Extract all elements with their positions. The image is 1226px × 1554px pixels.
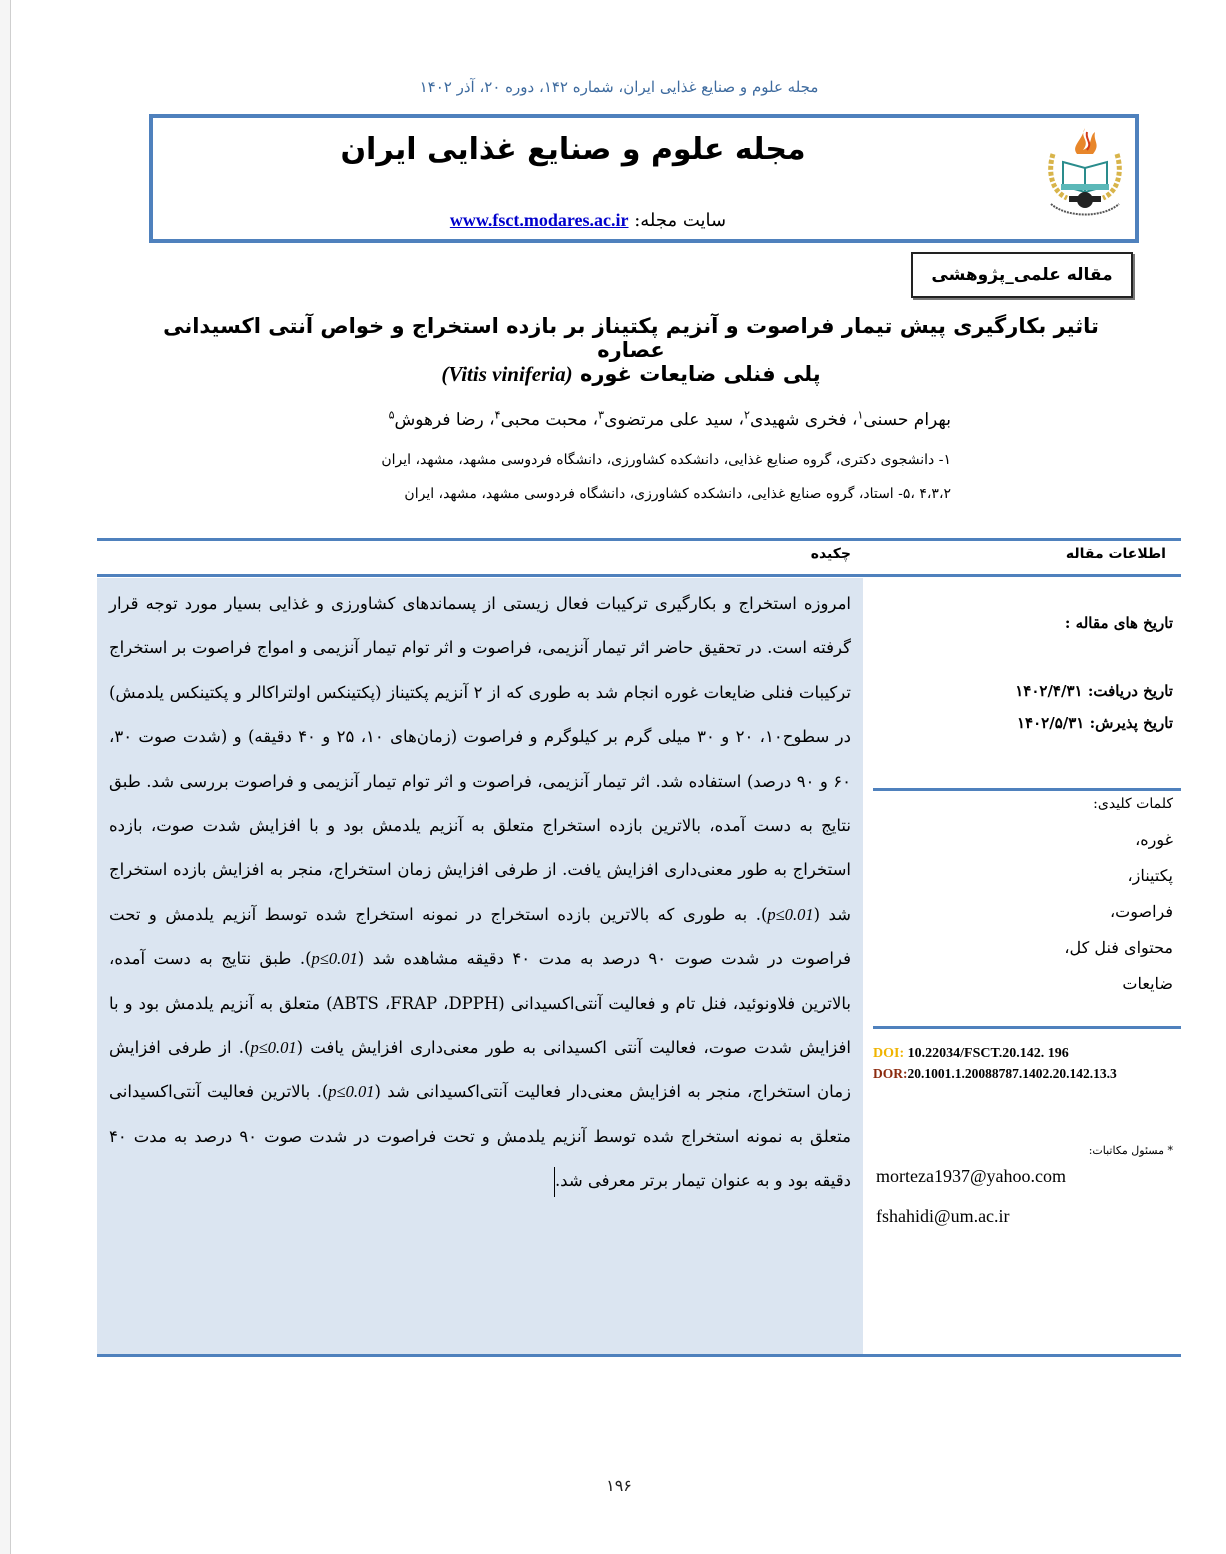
title-fa-part: پلی فنلی ضایعات غوره [579,362,821,386]
author: فخری شهیدی$^۲$ [744,408,847,430]
accepted-date: تاریخ پذیرش: ۱۴۰۲/۵/۳۱ [1016,714,1173,732]
journal-site-link[interactable]: www.fsct.modares.ac.ir [449,210,629,230]
running-head: مجله علوم و صنایع غذایی ایران، شماره ۱۴۲، دوره ۲۰، آذر ۱۴۰۲ [419,78,819,96]
article-title-line-1: تاثیر بکارگیری پیش تیمار فراصوت و آنزیم پکتیناز بر بازده استخراج و خواص آنتی اکسیدانی عصاره [163,314,1099,362]
affiliation-2: ۴،۳،۲ ،۵- استاد، گروه صنایع غذایی، دانشکده کشاورزی، دانشگاه فردوسی مشهد، مشهد، ایران [404,486,951,502]
keyword: پکتیناز، [1127,866,1173,885]
journal-masthead [149,114,1139,243]
section-divider [97,574,1181,577]
author: سید علی مرتضوی$^۳$ [598,408,734,430]
keyword: محتوای فنل کل، [1064,938,1173,957]
doi-value[interactable]: 10.22034/FSCT.20.142. 196 [904,1046,1069,1061]
author-list: بهرام حسنی$^۱$، فخری شهیدی$^۲$، سید علی مرتضوی$^۳$، محبت محبی$^۴$، رضا فرهوش$^۵$ [388,408,951,430]
author: بهرام حسنی$^۱$ [857,408,951,430]
received-date: تاریخ دریافت: ۱۴۰۲/۴/۳۱ [1015,682,1173,700]
keywords-label: کلمات کلیدی: [1093,796,1173,812]
keyword-list [873,822,1173,1002]
document-page [10,0,1226,1554]
article-info-heading: اطلاعات مقاله [1065,546,1166,562]
section-divider [97,538,1181,541]
abstract-box [97,578,863,1354]
info-divider [873,788,1181,791]
author: محبت محبی$^۴$ [494,408,588,430]
page-number: ۱۹۶ [606,1476,632,1495]
email-2[interactable]: fshahidi@um.ac.ir [876,1206,1010,1226]
affiliation-1: ۱- دانشجوی دکتری، گروه صنایع غذایی، دانشکده کشاورزی، دانشگاه فردوسی مشهد، مشهد، ایران [381,452,951,468]
section-divider [97,1354,1181,1357]
abstract-heading: چکیده [810,546,851,562]
keyword: فراصوت، [1110,902,1173,921]
dor-line: DOR:20.1001.1.20088787.1402.20.142.13.3 [873,1066,1117,1081]
corresponding-author-label: * مسئول مکاتبات: [1088,1144,1173,1157]
article-dates-label: تاریخ های مقاله : [1064,614,1173,632]
journal-title: مجله علوم و صنایع غذایی ایران [340,132,806,167]
site-label: سایت مجله: [634,210,727,231]
email-1[interactable]: morteza1937@yahoo.com [876,1166,1067,1186]
article-title-line-2 [151,362,1111,387]
title-latin-part: (Vitis viniferia) [441,362,573,386]
abstract-text: امروزه استخراج و بکارگیری ترکیبات فعال زیستی از پسماندهای کشاورزی و غذایی بسیار مورد توجه قرار گرفته است. در تحقیق حاضر اثر تیمار آنزیمی، فراصوت و اثر توام تیمار آنزیمی و امواج فراصوت بر استخراج ترکیبات فنلی ضایعات غوره انجام شد به طوری که از ۲ آنزیم پکتیناز (پکتینکس اولتراکالر و پکتینکس یلدمش) در سطوح۱۰، ۲۰ و ۳۰ میلی گرم بر کیلوگرم و فراصوت (زمان‌های ۱۰، ۲۵ و ۴۰ دقیقه) و (شدت صوت ۳۰، ۶۰ و ۹۰ درصد) استفاده شد. اثر تیمار آنزیمی، فراصوت و اثر توام تیمار آنزیمی و فراصوت بررسی شد. طبق نتایج به دست آمده، بالاترین بازده استخراج متعلق به آنزیم یلدمش بود و با افزایش شدت صوت، بازده استخراج به طور معنی‌داری افزایش یافت. از طرفی افزایش زمان استخراج، منجر به افزایش بازده استخراج شد (p≤0.01). به طوری که بالاترین بازده استخراج در نمونه استخراج شده توسط آنزیم یلدمش و تحت فراصوت در شدت صوت ۹۰ درصد به مدت ۴۰ دقیقه مشاهده شد (p≤0.01). طبق نتایج به دست آمده، بالاترین فلاونوئید، فنل تام و فعالیت آنتی‌اکسیدانی (ABTS ،FRAP ،DPPH) متعلق به آنزیم یلدمش بود و با افزایش شدت صوت، فعالیت آنتی اکسیدانی به طور معنی‌داری افزایش یافت (p≤0.01). از طرفی افزایش زمان استخراج، منجر به افزایش معنی‌دار فعالیت آنتی‌اکسیدانی شد (p≤0.01). بالاترین فعالیت آنتی‌اکسیدانی متعلق به نمونه استخراج شده توسط آنزیم یلدمش و تحت فراصوت در شدت صوت ۹۰ درصد به مدت ۴۰ دقیقه بود و به عنوان تیمار برتر معرفی شد. [109,582,851,1204]
author: رضا فرهوش$^۵$ [388,408,484,430]
keyword: ضایعات [1122,974,1173,993]
info-divider [873,1026,1181,1029]
article-type-badge: مقاله علمی_پژوهشی [911,252,1133,298]
journal-site-line [423,210,753,231]
keyword: غوره، [1135,830,1173,849]
journal-logo-icon [1043,124,1127,220]
doi-line: DOI: 10.22034/FSCT.20.142. 196 [873,1046,1069,1061]
